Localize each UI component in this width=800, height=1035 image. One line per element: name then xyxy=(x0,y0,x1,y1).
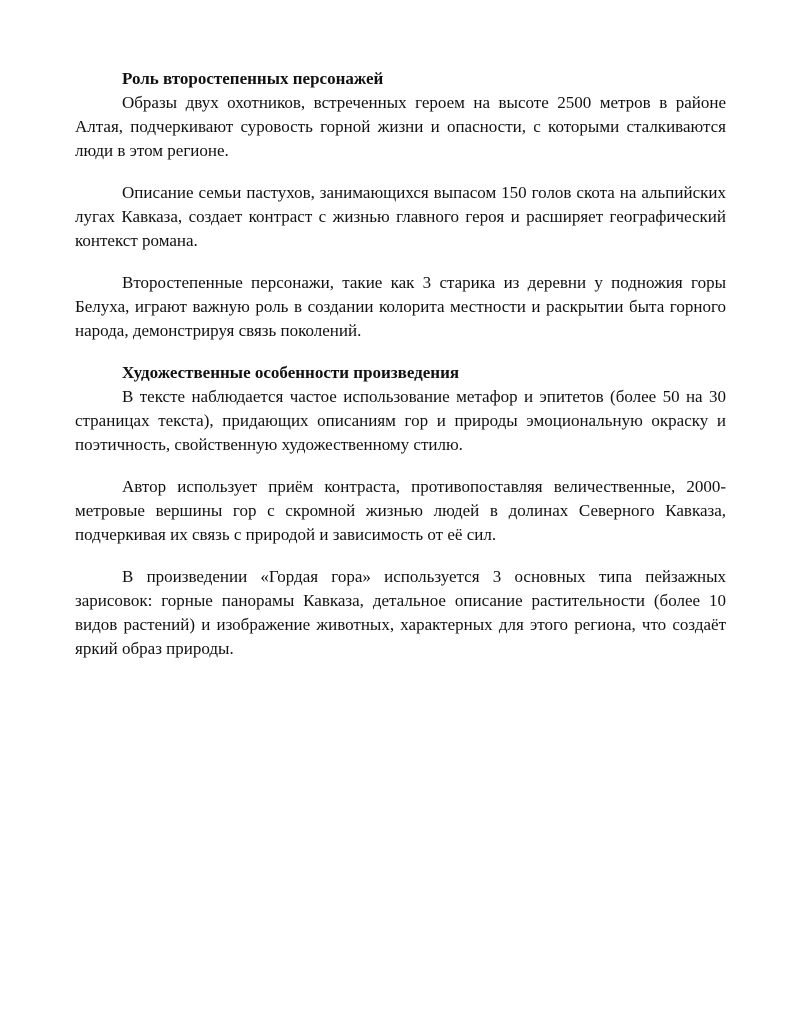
section-artistic-features xyxy=(75,361,726,661)
paragraph: Описание семьи пастухов, занимающихся выпасом 150 голов скота на альпийских лугах Кавказа, создает контраст с жизнью главного героя и расширяет географический контекст романа. xyxy=(75,183,726,250)
section-heading: Художественные особенности произведения xyxy=(122,363,460,382)
paragraph: В произведении «Гордая гора» используется 3 основных типа пейзажных зарисовок: горные панорамы Кавказа, детальное описание растительности (более 10 видов растений) и изображение животных, характерных для этого региона, что создаёт яркий образ природы. xyxy=(75,567,726,658)
paragraph: Автор использует приём контраста, противопоставляя величественные, 2000-метровые вершины гор с скромной жизнью людей в долинах Северного Кавказа, подчеркивая их связь с природой и зависимость от её сил. xyxy=(75,477,726,544)
section-heading: Роль второстепенных персонажей xyxy=(122,69,384,88)
section-secondary-characters xyxy=(75,67,726,343)
paragraph: Второстепенные персонажи, такие как 3 старика из деревни у подножия горы Белуха, играют важную роль в создании колорита местности и раскрытии быта горного народа, демонстрируя связь поколений. xyxy=(75,273,726,340)
document-page xyxy=(75,67,726,679)
paragraph: В тексте наблюдается частое использование метафор и эпитетов (более 50 на 30 страницах текста), придающих описаниям гор и природы эмоциональную окраску и поэтичность, свойственную художественному стилю. xyxy=(75,387,726,454)
paragraph: Образы двух охотников, встреченных героем на высоте 2500 метров в районе Алтая, подчеркивают суровость горной жизни и опасности, с которыми сталкиваются люди в этом регионе. xyxy=(75,93,726,160)
